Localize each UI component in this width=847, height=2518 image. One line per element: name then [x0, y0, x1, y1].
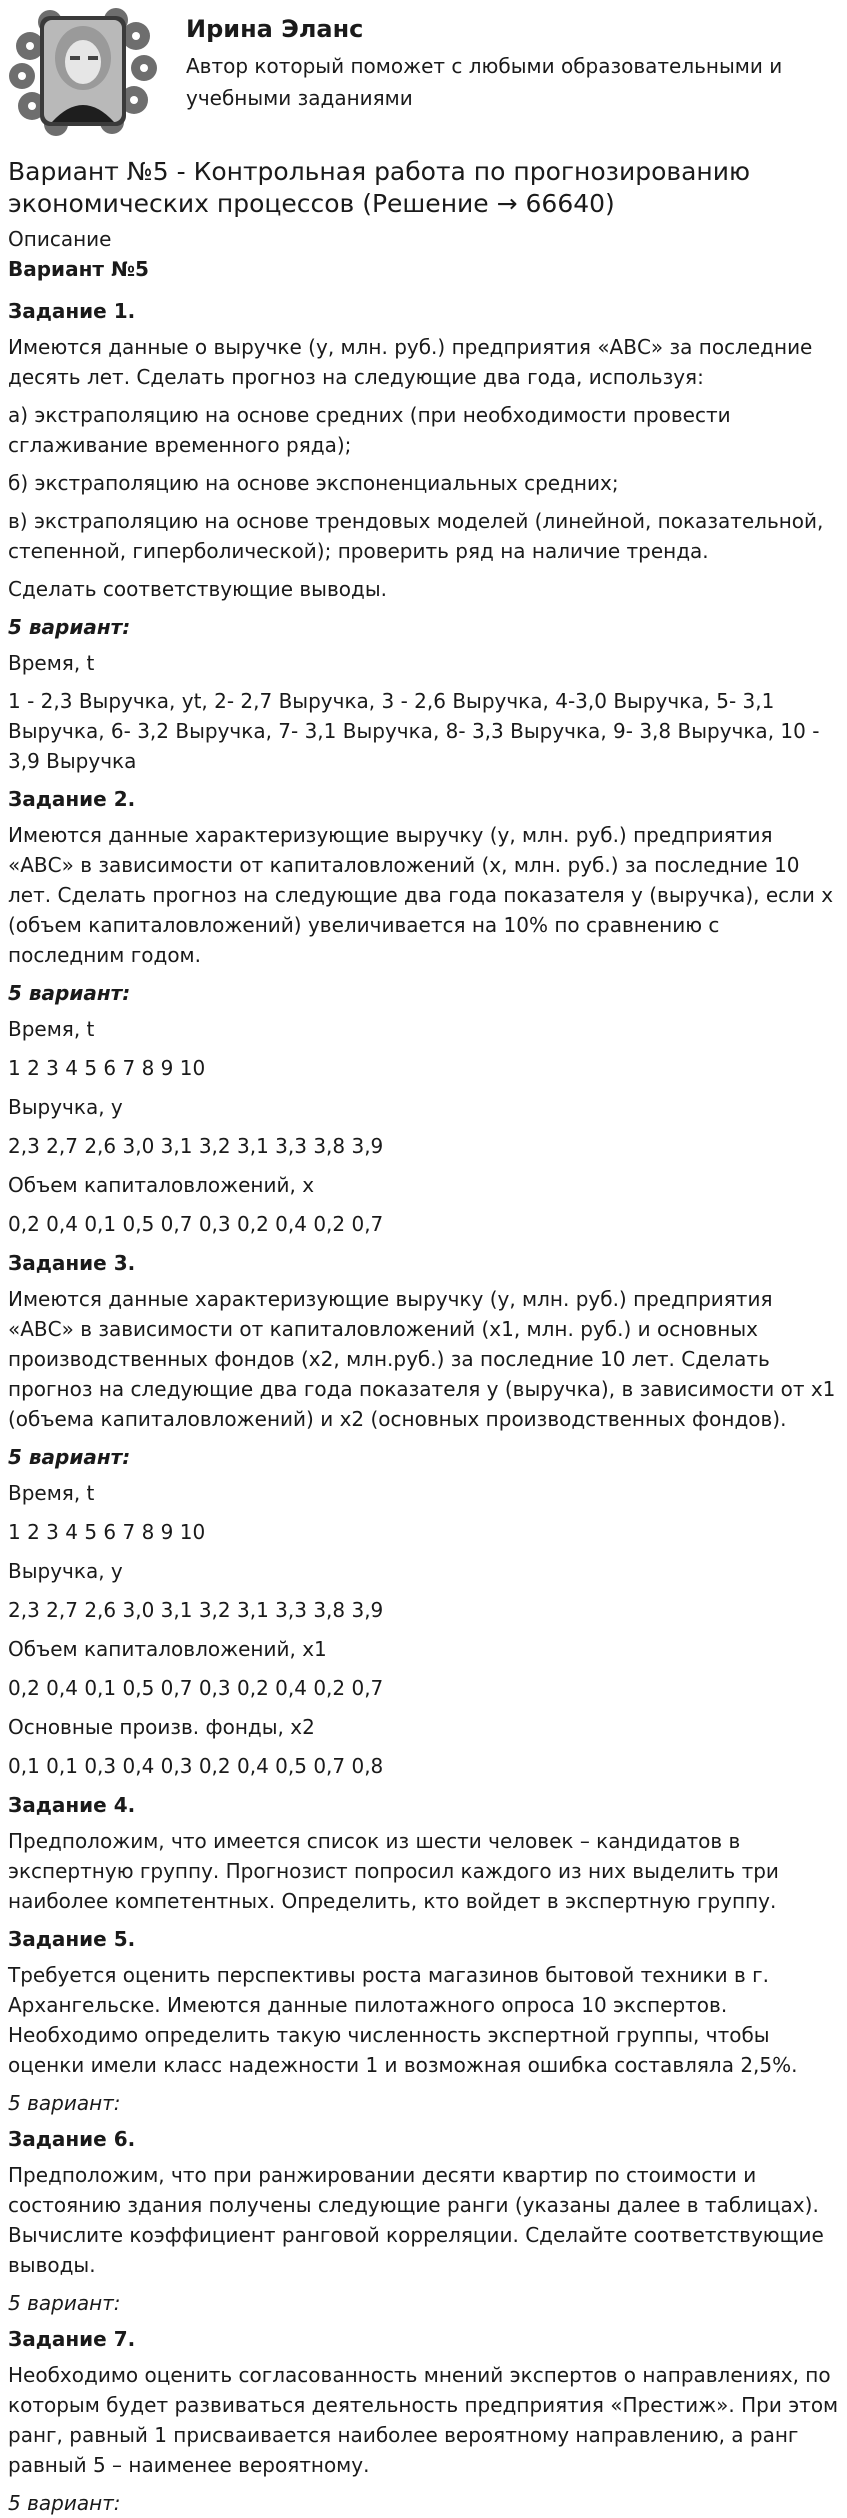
task2-variant: 5 вариант:	[8, 981, 131, 1005]
task2-capital-values: 0,2 0,4 0,1 0,5 0,7 0,3 0,2 0,4 0,2 0,7	[8, 1212, 384, 1236]
task4-text: Предположим, что имеется список из шести человек – кандидатов в экспертную группу. Прогнозист попросил каждого из них выделить три наиболее компетентных. Определить, кто войдет в экспертную группу.	[8, 1829, 779, 1913]
task1-option-b: б) экстраполяцию на основе экспоненциальных средних;	[8, 471, 619, 495]
author-avatar[interactable]	[8, 6, 158, 136]
task7-text: Необходимо оценить согласованность мнений экспертов о направлениях, по которым будет развиваться деятельность предприятия «Престиж». При этом ранг, равный 1 присваивается наиболее вероятному направлению, а ранг равный 5 – наименее вероятному.	[8, 2363, 839, 2477]
task1-conclusion: Сделать соответствующие выводы.	[8, 577, 387, 601]
task1-time-label: Время, t	[8, 651, 95, 675]
avatar-image-icon	[8, 6, 158, 136]
author-info	[186, 6, 826, 114]
task1-data: 1 - 2,3 Выручка, yt, 2- 2,7 Выручка, 3 - 2,6 Выручка, 4-3,0 Выручка, 5- 3,1 Выручка, 6- 3,2 Выручка, 7- 3,1 Выручка, 8- 3,3 Выручка, 9- 3,8 Выручка, 10 - 3,9 Выручка	[8, 689, 820, 773]
task3-text: Имеются данные характеризующие выручку (y, млн. руб.) предприятия «АВС» в зависимости от капиталовложений (x1, млн. руб.) и основных производственных фондов (x2, млн.руб.) за последние 10 лет. Сделать прогноз на следующие два года показателя y (выручка), в зависимости от x1 (объема капиталовложений) и x2 (основных производственных фондов).	[8, 1287, 836, 1431]
task2-text: Имеются данные характеризующие выручку (y, млн. руб.) предприятия «АВС» в зависимости от капиталовложений (x, млн. руб.) за последние 10 лет. Сделать прогноз на следующие два года показателя y (выручка), если x (объем капиталовложений) увеличивается на 10% по сравнению с последним годом.	[8, 823, 834, 967]
page-title: Вариант №5 - Контрольная работа по прогнозированию экономических процессов (Решение → 66640)	[8, 157, 751, 218]
author-block	[8, 0, 839, 142]
task3-variant: 5 вариант:	[8, 1445, 131, 1469]
task2-revenue-label: Выручка, y	[8, 1095, 123, 1119]
task6-variant: 5 вариант:	[8, 2291, 121, 2315]
task1-text: Имеются данные о выручке (y, млн. руб.) предприятия «АВС» за последние десять лет. Сделать прогноз на следующие два года, используя:	[8, 335, 813, 389]
task3-time-values: 1 2 3 4 5 6 7 8 9 10	[8, 1520, 206, 1544]
task7-variant: 5 вариант:	[8, 2491, 121, 2515]
variant-heading: Вариант №5	[8, 257, 149, 281]
task1-option-a: а) экстраполяцию на основе средних (при необходимости провести сглаживание временного ряда);	[8, 403, 731, 457]
task2-time-label: Время, t	[8, 1017, 95, 1041]
task2-capital-label: Объем капиталовложений, x	[8, 1173, 315, 1197]
description-label: Описание	[8, 227, 112, 251]
task7-heading: Задание 7.	[8, 2327, 136, 2351]
task3-capital-label: Объем капиталовложений, x1	[8, 1637, 327, 1661]
task2-revenue-values: 2,3 2,7 2,6 3,0 3,1 3,2 3,1 3,3 3,8 3,9	[8, 1134, 384, 1158]
task6-text: Предположим, что при ранжировании десяти квартир по стоимости и состоянию здания получены следующие ранги (указаны далее в таблицах). Вычислите коэффициент ранговой корреляции. Сделайте соответствующие выводы.	[8, 2163, 824, 2277]
task3-funds-label: Основные произв. фонды, x2	[8, 1715, 315, 1739]
task3-funds-values: 0,1 0,1 0,3 0,4 0,3 0,2 0,4 0,5 0,7 0,8	[8, 1754, 384, 1778]
author-description: Автор который поможет с любыми образовательными и учебными заданиями	[186, 54, 783, 110]
task6-heading: Задание 6.	[8, 2127, 136, 2151]
task3-revenue-label: Выручка, y	[8, 1559, 123, 1583]
task2-heading: Задание 2.	[8, 787, 136, 811]
task2-time-values: 1 2 3 4 5 6 7 8 9 10	[8, 1056, 206, 1080]
task1-heading: Задание 1.	[8, 299, 136, 323]
task1-variant: 5 вариант:	[8, 615, 131, 639]
task1-option-c: в) экстраполяцию на основе трендовых моделей (линейной, показательной, степенной, гиперболической); проверить ряд на наличие тренда.	[8, 509, 824, 563]
task4-heading: Задание 4.	[8, 1793, 136, 1817]
task5-variant: 5 вариант:	[8, 2091, 121, 2115]
author-name[interactable]: Ирина Эланс	[186, 15, 364, 43]
task3-heading: Задание 3.	[8, 1251, 136, 1275]
task5-heading: Задание 5.	[8, 1927, 136, 1951]
task3-revenue-values: 2,3 2,7 2,6 3,0 3,1 3,2 3,1 3,3 3,8 3,9	[8, 1598, 384, 1622]
task3-time-label: Время, t	[8, 1481, 95, 1505]
task3-capital-values: 0,2 0,4 0,1 0,5 0,7 0,3 0,2 0,4 0,2 0,7	[8, 1676, 384, 1700]
task5-text: Требуется оценить перспективы роста магазинов бытовой техники в г. Архангельске. Имеются данные пилотажного опроса 10 экспертов. Необходимо определить такую численность экспертной группы, чтобы оценки имели класс надежности 1 и возможная ошибка составляла 2,5%.	[8, 1963, 798, 2077]
